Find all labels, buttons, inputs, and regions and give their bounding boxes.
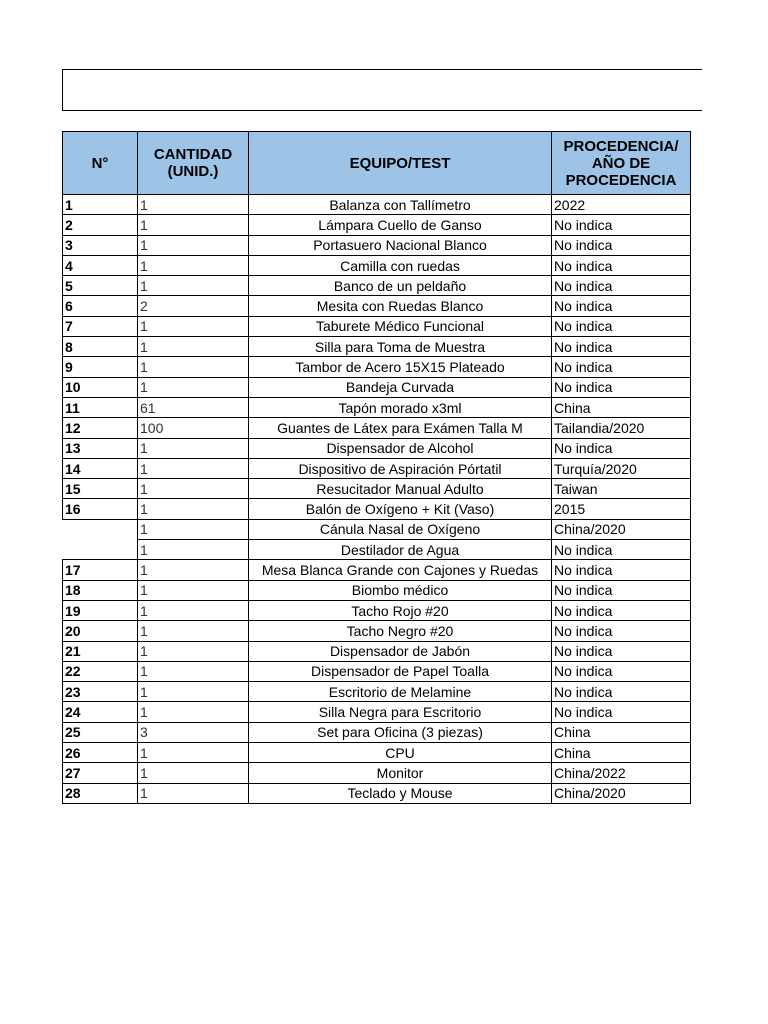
equipment-cell[interactable]: Tacho Negro #20 bbox=[249, 621, 552, 641]
origin-cell[interactable]: Taiwan bbox=[552, 479, 691, 499]
table-row bbox=[63, 418, 691, 438]
row-number-cell[interactable]: 21 bbox=[63, 641, 138, 661]
row-number-cell[interactable]: 9 bbox=[63, 357, 138, 377]
row-number-cell[interactable]: 5 bbox=[63, 276, 138, 296]
header-row bbox=[63, 132, 691, 195]
table-row bbox=[63, 276, 691, 296]
table-row bbox=[63, 397, 691, 417]
row-number-cell[interactable] bbox=[63, 519, 138, 539]
table-row bbox=[63, 296, 691, 316]
origin-cell[interactable]: 2015 bbox=[552, 499, 691, 519]
equipment-cell[interactable]: Dispensador de Jabón bbox=[249, 641, 552, 661]
origin-cell[interactable]: No indica bbox=[552, 377, 691, 397]
quantity-cell[interactable]: 1 bbox=[138, 763, 249, 783]
origin-cell[interactable]: No indica bbox=[552, 661, 691, 681]
equipment-cell[interactable]: Portasuero Nacional Blanco bbox=[249, 235, 552, 255]
table-row bbox=[63, 255, 691, 275]
row-number-cell[interactable]: 28 bbox=[63, 783, 138, 803]
row-number-cell[interactable]: 11 bbox=[63, 397, 138, 417]
quantity-cell[interactable]: 2 bbox=[138, 296, 249, 316]
equipment-cell[interactable]: Silla Negra para Escritorio bbox=[249, 702, 552, 722]
equipment-cell[interactable]: CPU bbox=[249, 743, 552, 763]
row-number-cell[interactable]: 3 bbox=[63, 235, 138, 255]
origin-cell[interactable]: No indica bbox=[552, 255, 691, 275]
origin-cell[interactable]: China bbox=[552, 397, 691, 417]
header-quantity[interactable]: CANTIDAD (UNID.) bbox=[138, 132, 249, 195]
equipment-cell[interactable]: Lámpara Cuello de Ganso bbox=[249, 215, 552, 235]
row-number-cell[interactable]: 24 bbox=[63, 702, 138, 722]
origin-cell[interactable]: China/2020 bbox=[552, 783, 691, 803]
origin-cell[interactable]: No indica bbox=[552, 702, 691, 722]
table-row bbox=[63, 702, 691, 722]
equipment-cell[interactable]: Silla para Toma de Muestra bbox=[249, 337, 552, 357]
origin-cell[interactable]: No indica bbox=[552, 316, 691, 336]
quantity-cell[interactable]: 1 bbox=[138, 702, 249, 722]
table-row bbox=[63, 316, 691, 336]
quantity-cell[interactable]: 1 bbox=[138, 337, 249, 357]
quantity-cell[interactable]: 1 bbox=[138, 600, 249, 620]
row-number-cell[interactable]: 13 bbox=[63, 438, 138, 458]
equipment-cell[interactable]: Dispensador de Alcohol bbox=[249, 438, 552, 458]
table-row bbox=[63, 600, 691, 620]
quantity-cell[interactable]: 1 bbox=[138, 458, 249, 478]
table-row bbox=[63, 438, 691, 458]
origin-cell[interactable]: No indica bbox=[552, 600, 691, 620]
table-row bbox=[63, 519, 691, 539]
origin-cell[interactable]: No indica bbox=[552, 560, 691, 580]
origin-cell[interactable]: No indica bbox=[552, 621, 691, 641]
table-row bbox=[63, 458, 691, 478]
table-row bbox=[63, 621, 691, 641]
table-row bbox=[63, 783, 691, 803]
equipment-cell[interactable]: Camilla con ruedas bbox=[249, 255, 552, 275]
header-equipment[interactable]: EQUIPO/TEST bbox=[249, 132, 552, 195]
table-row bbox=[63, 337, 691, 357]
equipment-cell[interactable]: Monitor bbox=[249, 763, 552, 783]
row-number-cell[interactable]: 4 bbox=[63, 255, 138, 275]
quantity-cell[interactable]: 1 bbox=[138, 235, 249, 255]
quantity-cell[interactable]: 1 bbox=[138, 195, 249, 215]
equipment-cell[interactable]: Balanza con Tallímetro bbox=[249, 195, 552, 215]
row-number-cell[interactable]: 8 bbox=[63, 337, 138, 357]
equipment-cell[interactable]: Taburete Médico Funcional bbox=[249, 316, 552, 336]
origin-cell[interactable]: China/2020 bbox=[552, 519, 691, 539]
row-number-cell[interactable] bbox=[63, 540, 138, 560]
quantity-cell[interactable]: 1 bbox=[138, 621, 249, 641]
origin-cell[interactable]: No indica bbox=[552, 337, 691, 357]
origin-cell[interactable]: No indica bbox=[552, 296, 691, 316]
table-row bbox=[63, 357, 691, 377]
origin-cell[interactable]: No indica bbox=[552, 235, 691, 255]
origin-cell[interactable]: No indica bbox=[552, 580, 691, 600]
quantity-cell[interactable]: 1 bbox=[138, 743, 249, 763]
row-number-cell[interactable]: 14 bbox=[63, 458, 138, 478]
table-row bbox=[63, 580, 691, 600]
origin-cell[interactable]: China/2022 bbox=[552, 763, 691, 783]
table-row bbox=[63, 722, 691, 742]
header-origin[interactable]: PROCEDENCIA/ AÑO DE PROCEDENCIA bbox=[552, 132, 691, 195]
quantity-cell[interactable]: 61 bbox=[138, 397, 249, 417]
equipment-cell[interactable]: Resucitador Manual Adulto bbox=[249, 479, 552, 499]
title-cell[interactable] bbox=[62, 69, 702, 111]
origin-cell[interactable]: No indica bbox=[552, 540, 691, 560]
equipment-cell[interactable]: Dispositivo de Aspiración Pórtatil bbox=[249, 458, 552, 478]
table-row bbox=[63, 560, 691, 580]
quantity-cell[interactable]: 1 bbox=[138, 661, 249, 681]
table-row bbox=[63, 540, 691, 560]
quantity-cell[interactable]: 1 bbox=[138, 580, 249, 600]
equipment-cell[interactable]: Banco de un peldaño bbox=[249, 276, 552, 296]
quantity-cell[interactable]: 3 bbox=[138, 722, 249, 742]
table-row bbox=[63, 743, 691, 763]
origin-cell[interactable]: China bbox=[552, 722, 691, 742]
origin-cell[interactable]: No indica bbox=[552, 276, 691, 296]
equipment-cell[interactable]: Destilador de Agua bbox=[249, 540, 552, 560]
row-number-cell[interactable]: 2 bbox=[63, 215, 138, 235]
equipment-cell[interactable]: Teclado y Mouse bbox=[249, 783, 552, 803]
table-body bbox=[63, 195, 691, 804]
table-row bbox=[63, 377, 691, 397]
origin-cell[interactable]: China bbox=[552, 743, 691, 763]
quantity-cell[interactable]: 1 bbox=[138, 682, 249, 702]
table-row bbox=[63, 235, 691, 255]
table-row bbox=[63, 763, 691, 783]
row-number-cell[interactable]: 12 bbox=[63, 418, 138, 438]
header-no[interactable]: N° bbox=[63, 132, 138, 195]
table-row bbox=[63, 195, 691, 215]
table-row bbox=[63, 682, 691, 702]
quantity-cell[interactable]: 1 bbox=[138, 519, 249, 539]
equipment-cell[interactable]: Escritorio de Melamine bbox=[249, 682, 552, 702]
quantity-cell[interactable]: 1 bbox=[138, 438, 249, 458]
quantity-cell[interactable]: 1 bbox=[138, 215, 249, 235]
equipment-cell[interactable]: Tambor de Acero 15X15 Plateado bbox=[249, 357, 552, 377]
row-number-cell[interactable]: 7 bbox=[63, 316, 138, 336]
row-number-cell[interactable]: 18 bbox=[63, 580, 138, 600]
table-row bbox=[63, 661, 691, 681]
inventory-table bbox=[62, 131, 691, 804]
table-row bbox=[63, 641, 691, 661]
equipment-cell[interactable]: Bandeja Curvada bbox=[249, 377, 552, 397]
origin-cell[interactable]: 2022 bbox=[552, 195, 691, 215]
row-number-cell[interactable]: 25 bbox=[63, 722, 138, 742]
quantity-cell[interactable]: 1 bbox=[138, 540, 249, 560]
row-number-cell[interactable]: 16 bbox=[63, 499, 138, 519]
equipment-cell[interactable]: Cánula Nasal de Oxígeno bbox=[249, 519, 552, 539]
equipment-cell[interactable]: Balón de Oxígeno + Kit (Vaso) bbox=[249, 499, 552, 519]
row-number-cell[interactable]: 27 bbox=[63, 763, 138, 783]
origin-cell[interactable]: No indica bbox=[552, 682, 691, 702]
row-number-cell[interactable]: 6 bbox=[63, 296, 138, 316]
quantity-cell[interactable]: 1 bbox=[138, 377, 249, 397]
equipment-cell[interactable]: Mesa Blanca Grande con Cajones y Ruedas bbox=[249, 560, 552, 580]
quantity-cell[interactable]: 1 bbox=[138, 641, 249, 661]
equipment-cell[interactable]: Guantes de Látex para Exámen Talla M bbox=[249, 418, 552, 438]
row-number-cell[interactable]: 23 bbox=[63, 682, 138, 702]
origin-cell[interactable]: No indica bbox=[552, 438, 691, 458]
equipment-cell[interactable]: Biombo médico bbox=[249, 580, 552, 600]
row-number-cell[interactable]: 1 bbox=[63, 195, 138, 215]
row-number-cell[interactable]: 26 bbox=[63, 743, 138, 763]
equipment-cell[interactable]: Dispensador de Papel Toalla bbox=[249, 661, 552, 681]
quantity-cell[interactable]: 1 bbox=[138, 316, 249, 336]
origin-cell[interactable]: Tailandia/2020 bbox=[552, 418, 691, 438]
table-row bbox=[63, 499, 691, 519]
row-number-cell[interactable]: 15 bbox=[63, 479, 138, 499]
quantity-cell[interactable]: 1 bbox=[138, 357, 249, 377]
origin-cell[interactable]: No indica bbox=[552, 215, 691, 235]
equipment-cell[interactable]: Tacho Rojo #20 bbox=[249, 600, 552, 620]
quantity-cell[interactable]: 1 bbox=[138, 560, 249, 580]
equipment-cell[interactable]: Set para Oficina (3 piezas) bbox=[249, 722, 552, 742]
origin-cell[interactable]: No indica bbox=[552, 357, 691, 377]
quantity-cell[interactable]: 1 bbox=[138, 479, 249, 499]
row-number-cell[interactable]: 22 bbox=[63, 661, 138, 681]
table-row bbox=[63, 479, 691, 499]
row-number-cell[interactable]: 20 bbox=[63, 621, 138, 641]
origin-cell[interactable]: Turquía/2020 bbox=[552, 458, 691, 478]
row-number-cell[interactable]: 19 bbox=[63, 600, 138, 620]
row-number-cell[interactable]: 17 bbox=[63, 560, 138, 580]
row-number-cell[interactable]: 10 bbox=[63, 377, 138, 397]
quantity-cell[interactable]: 100 bbox=[138, 418, 249, 438]
equipment-cell[interactable]: Tapón morado x3ml bbox=[249, 397, 552, 417]
quantity-cell[interactable]: 1 bbox=[138, 276, 249, 296]
table-row bbox=[63, 215, 691, 235]
origin-cell[interactable]: No indica bbox=[552, 641, 691, 661]
quantity-cell[interactable]: 1 bbox=[138, 783, 249, 803]
equipment-cell[interactable]: Mesita con Ruedas Blanco bbox=[249, 296, 552, 316]
quantity-cell[interactable]: 1 bbox=[138, 255, 249, 275]
quantity-cell[interactable]: 1 bbox=[138, 499, 249, 519]
